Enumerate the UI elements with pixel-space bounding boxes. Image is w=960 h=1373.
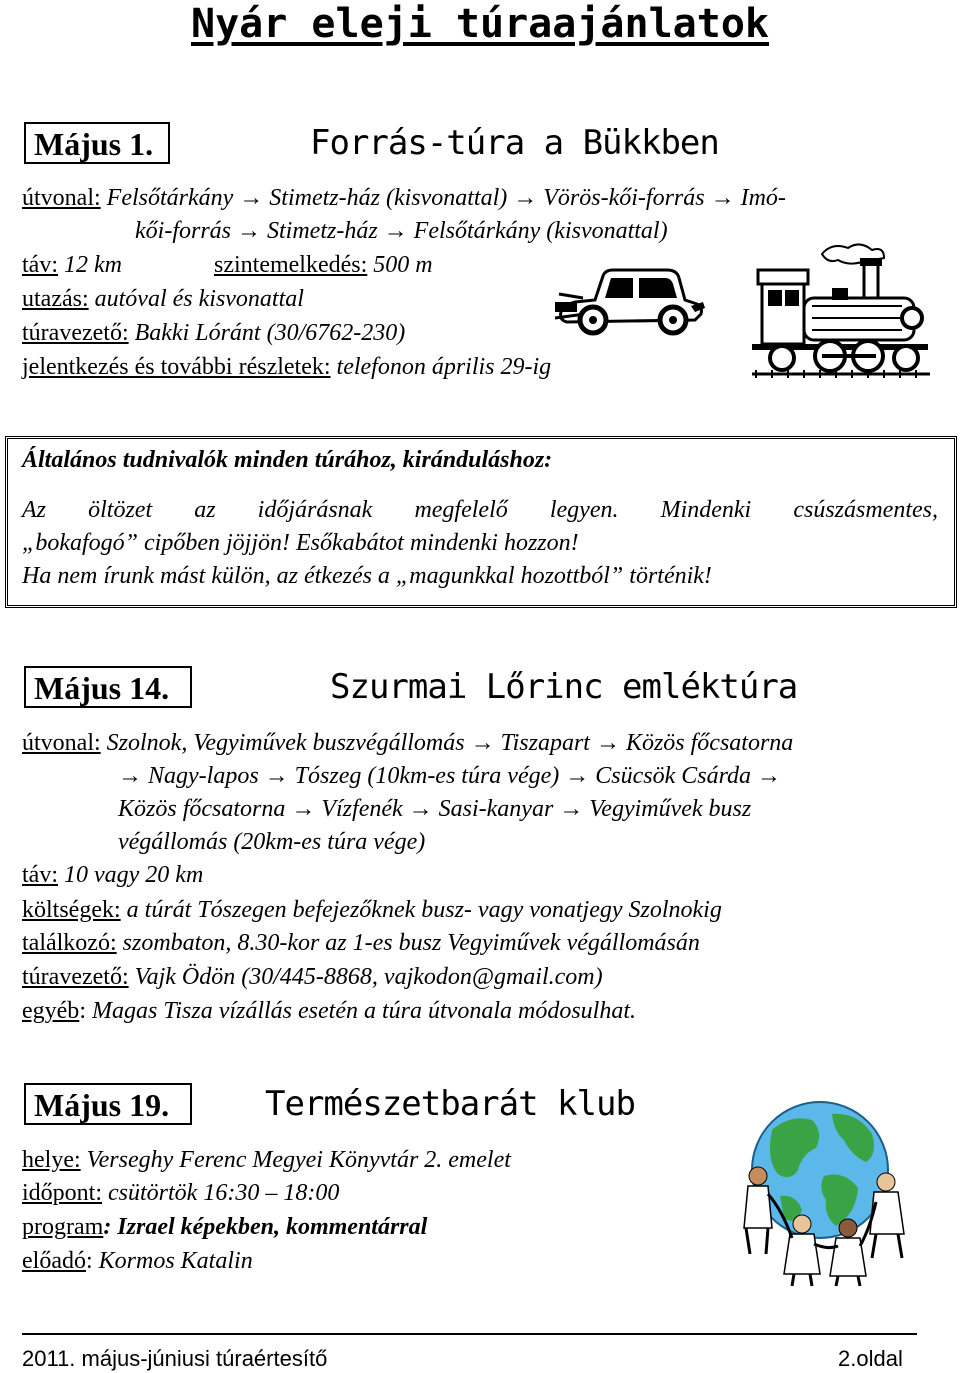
event3-speaker-label: előadó [22, 1248, 86, 1274]
notice-line1: Az öltözet az időjárásnak megfelelő legyen. Mindenki csúszásmentes, [22, 497, 938, 523]
event1-distance-value: 12 km [64, 252, 122, 278]
event2-route-line4: végállomás (20km-es túra vége) [118, 829, 426, 855]
event3-speaker-value: Kormos Katalin [98, 1248, 253, 1274]
event2-distance-label: táv: [22, 862, 58, 888]
event3-speaker-colon: : [85, 1248, 93, 1274]
event2-cost-value: a túrát Tószegen befejezőknek busz- vagy vonatjegy Szolnokig [126, 897, 722, 923]
event2-route-line1: Szolnok, Vegyiművek buszvégállomás → Tiszapart → Közös főcsatorna [106, 730, 794, 756]
event2-guide-value: Vajk Ödön (30/445-8868, vajkodon@gmail.com) [134, 964, 603, 990]
event2-route-line3: Közös főcsatorna → Vízfenék → Sasi-kanyar → Vegyiművek busz [118, 796, 752, 822]
event1-signup-value: telefonon április 29-ig [336, 354, 552, 380]
event2-route-line2: → Nagy-lapos → Tószeg (10km-es túra vége) → Csücsök Csárda → [118, 763, 782, 789]
event2-cost [22, 894, 722, 927]
event2-meeting [22, 927, 700, 960]
event3-heading: Természetbarát klub [265, 1084, 635, 1124]
event3-speaker [22, 1245, 253, 1278]
event3-place-label: helye: [22, 1147, 81, 1173]
event1-route [22, 182, 786, 215]
event3-program [22, 1211, 427, 1244]
event2-route [22, 727, 793, 760]
event3-time [22, 1177, 339, 1210]
event2-other-label: egyéb [22, 998, 80, 1024]
notice-line2: „bokafogó” cipőben jöjjön! Esőkabátot mindenki hozzon! [22, 530, 579, 556]
event2-meet-value: szombaton, 8.30-kor az 1-es busz Vegyiművek végállomásán [122, 930, 700, 956]
event1-elevation-label: szintemelkedés: [214, 252, 368, 278]
event2-meet-label: találkozó: [22, 930, 117, 956]
event1-signup [22, 351, 551, 384]
footer-rule [22, 1333, 917, 1335]
event2-route-label: útvonal: [22, 730, 101, 756]
steam-locomotive-icon [752, 240, 932, 380]
event1-guide-label: túravezető: [22, 320, 129, 346]
event2-other-colon: : [79, 998, 86, 1024]
event1-signup-label: jelentkezés és további részletek: [22, 354, 331, 380]
car-icon [555, 262, 705, 340]
event2-date-box: Május 14. [24, 666, 192, 708]
event1-distance [22, 249, 122, 282]
event1-route-label: útvonal: [22, 185, 101, 211]
event2-other [22, 995, 636, 1028]
footer-page-number: 2.oldal [838, 1346, 903, 1371]
event3-time-value: csütörtök 16:30 – 18:00 [108, 1180, 340, 1206]
notice-heading: Általános tudnivalók minden túrához, kiránduláshoz: [22, 447, 553, 473]
event2-guide-label: túravezető: [22, 964, 129, 990]
event3-program-label: program [22, 1214, 104, 1240]
event2-distance-value: 10 vagy 20 km [64, 862, 204, 888]
event1-route-line2: kői-forrás → Stimetz-ház → Felsőtárkány (kisvonattal) [135, 218, 668, 244]
event2-other-value: Magas Tisza vízállás esetén a túra útvonala módosulhat. [91, 998, 636, 1024]
notice-line3: Ha nem írunk mást külön, az étkezés a „magunkkal hozottból” történik! [22, 563, 712, 589]
event1-distance-label: táv: [22, 252, 58, 278]
event1-travel-label: utazás: [22, 286, 89, 312]
event3-time-label: időpont: [22, 1180, 103, 1206]
event2-cost-label: költségek: [22, 897, 121, 923]
event1-heading: Forrás-túra a Bükkben [310, 123, 719, 163]
globe-people-icon [720, 1078, 920, 1288]
event2-distance [22, 859, 203, 892]
event3-date-box: Május 19. [24, 1083, 192, 1125]
event1-elevation-value: 500 m [373, 252, 433, 278]
event1-guide [22, 317, 405, 350]
event2-heading: Szurmai Lőrinc emléktúra [330, 667, 798, 707]
event3-program-value: : Izrael képekben, kommentárral [103, 1214, 428, 1240]
event2-guide [22, 961, 603, 994]
event1-route-line1: Felsőtárkány → Stimetz-ház (kisvonattal) → Vörös-kői-forrás → Imó- [106, 185, 786, 211]
event1-travel [22, 283, 304, 316]
footer-left: 2011. május-júniusi túraértesítő [22, 1346, 328, 1371]
event1-guide-value: Bakki Lóránt (30/6762-230) [134, 320, 406, 346]
page-title: Nyár eleji túraajánlatok [191, 1, 769, 47]
event1-travel-value: autóval és kisvonattal [94, 286, 304, 312]
event3-place [22, 1144, 511, 1177]
event3-place-value: Verseghy Ferenc Megyei Könyvtár 2. emelet [86, 1147, 511, 1173]
event1-elevation [214, 249, 433, 282]
event1-date-box: Május 1. [24, 122, 170, 164]
